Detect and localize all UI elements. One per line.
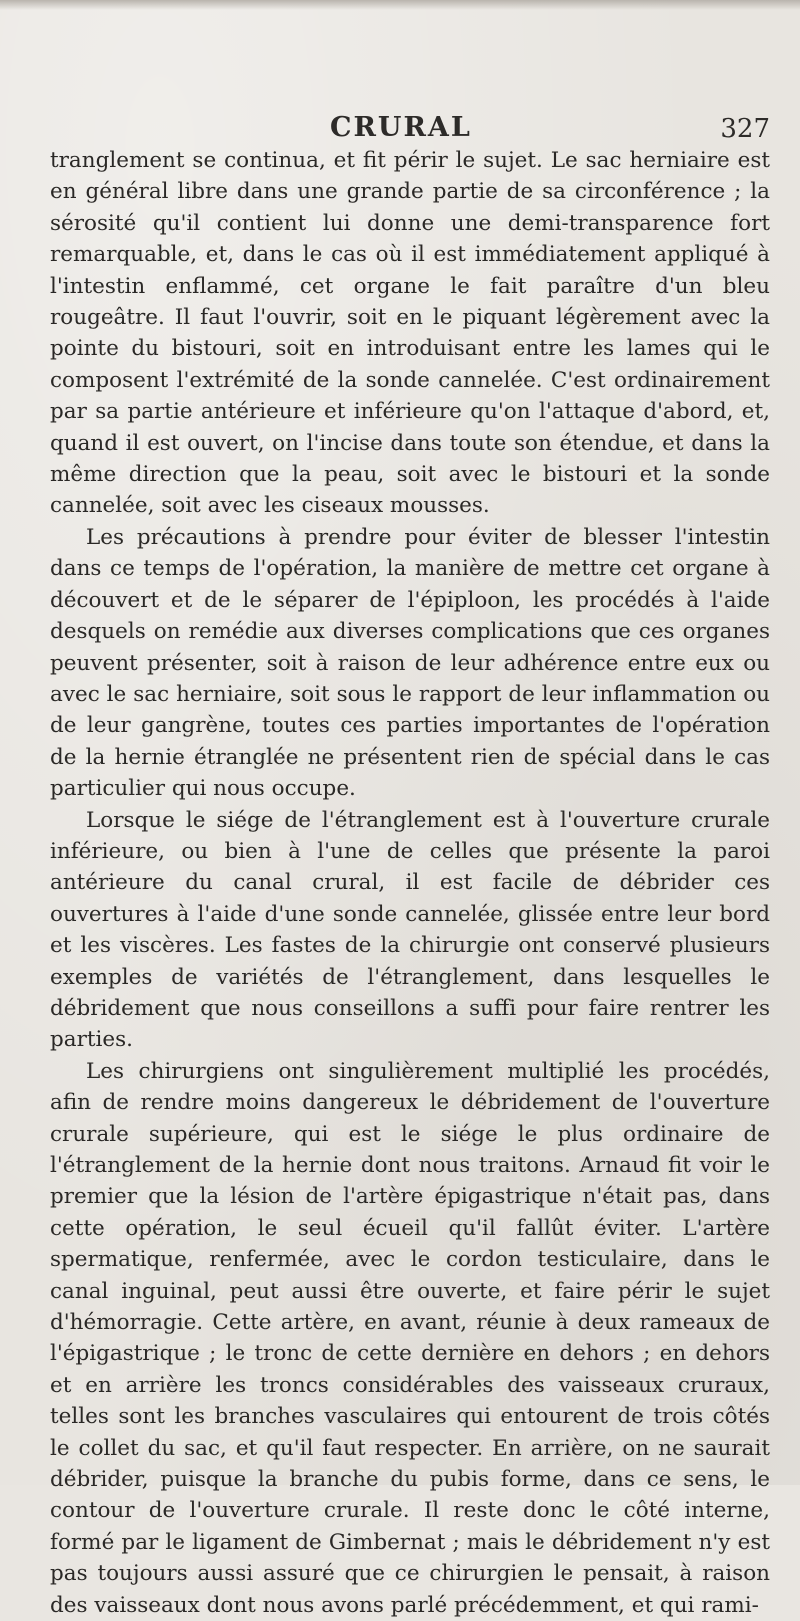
paragraph-4: Les chirurgiens ont singulièrement multiplié les procédés, afin de rendre moins dangereux le débridement de l'ouverture crurale supérieure, qui est le siége le plus ordinaire de l'étranglement de la hernie dont nous traitons. Arnaud fit voir le premier que la lésion de l'artère épigastrique n'était pas, dans cette opération, le seul écueil qu'il fallût éviter. L'artère spermatique, renfermée, avec le cordon testiculaire, dans le canal inguinal, peut aussi être ouverte, et faire périr le sujet d'hémorragie. Cette artère, en avant, réunie à deux rameaux de l'épigastrique ; le tronc de cette dernière en dehors ; en dehors et en arrière les troncs considérables des vaisseaux cruraux, telles sont les branches vasculaires qui entourent de trois côtés le collet du sac, et qu'il faut respecter. En arrière, on ne saurait débrider, puisque la branche du pubis forme, dans ce sens, le contour de l'ouverture crurale. Il reste donc le côté interne, formé par le ligament de Gimbernat ; mais le débridement n'y est pas toujours aussi assuré que ce chirurgien le pensait, à raison des vaisseaux dont nous avons parlé précédemment, et qui rami- [50, 1058, 770, 1618]
running-title: CRURAL [330, 112, 472, 143]
page-number: 327 [720, 114, 770, 144]
page-edge-shadow [0, 0, 800, 10]
running-head [0, 106, 800, 146]
paragraph-2: Les précautions à prendre pour éviter de blesser l'intestin dans ce temps de l'opération, la manière de mettre cet organe à découvert et de le séparer de l'épiploon, les procédés à l'aide desquels on remédie aux diverses complications que ces organes peuvent présenter, soit à raison de leur adhérence entre eux ou avec le sac herniaire, soit sous le rapport de leur inflammation ou de leur gangrène, toutes ces parties importantes de l'opération de la hernie étranglée ne présentent rien de spécial dans le cas particulier qui nous occupe. [50, 524, 770, 802]
paragraph-3: Lorsque le siége de l'étranglement est à l'ouverture crurale inférieure, ou bien à l'une de celles que présente la paroi antérieure du canal crural, il est facile de débrider ces ouvertures à l'aide d'une sonde cannelée, glissée entre leur bord et les viscères. Les fastes de la chirurgie ont conservé plusieurs exemples de variétés de l'étranglement, dans lesquelles le débridement que nous conseillons a suffi pour faire rentrer les parties. [50, 807, 770, 1053]
body-text [50, 145, 770, 1621]
paragraph-1: tranglement se continua, et fit périr le sujet. Le sac herniaire est en général libre dans une grande partie de sa circonférence ; la sérosité qu'il contient lui donne une demi-transparence fort remarquable, et, dans le cas où il est immédiatement appliqué à l'intestin enflammé, cet organe le fait paraître d'un bleu rougeâtre. Il faut l'ouvrir, soit en le piquant légèrement avec la pointe du bistouri, soit en introduisant entre les lames qui le composent l'extrémité de la sonde cannelée. C'est ordinairement par sa partie antérieure et inférieure qu'on l'attaque d'abord, et, quand il est ouvert, on l'incise dans toute son étendue, et dans la même direction que la peau, soit avec le bistouri et la sonde cannelée, soit avec les ciseaux mousses. [50, 148, 770, 519]
